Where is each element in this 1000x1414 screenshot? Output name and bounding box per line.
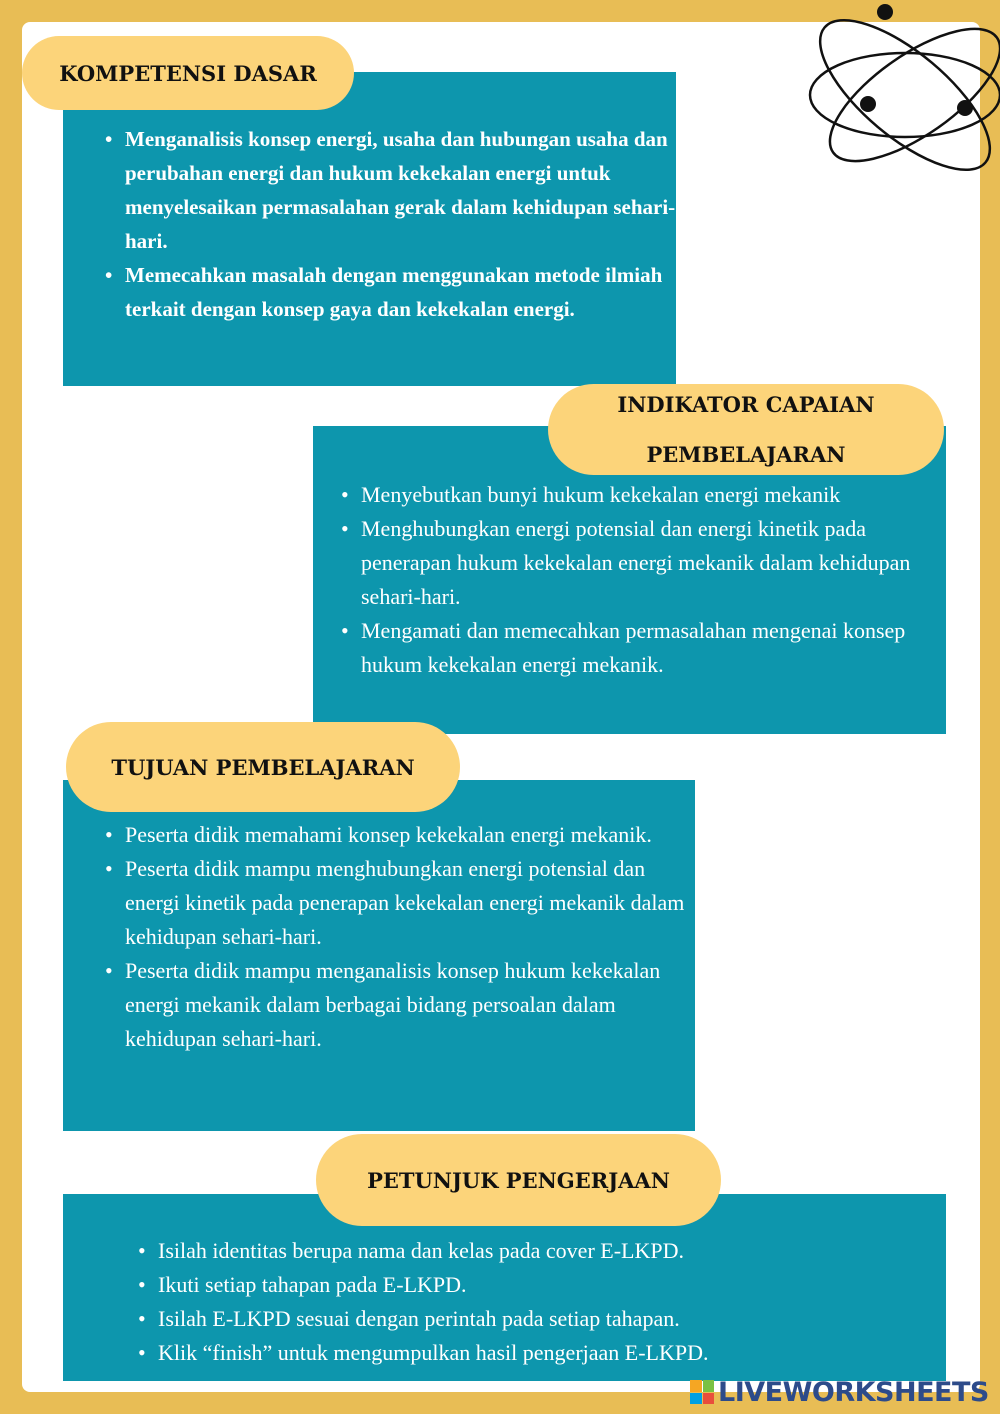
tujuan-list [63, 818, 695, 1056]
indikator-title-line1: INDIKATOR CAPAIAN [617, 391, 875, 417]
kompetensi-list [63, 122, 676, 326]
list-item: • Isilah identitas berupa nama dan kelas pada cover E-LKPD. [158, 1234, 946, 1268]
list-item: • Peserta didik mampu menganalisis konsep hukum kekekalan energi mekanik dalam berbagai bidang persoalan dalam kehidupan sehari-hari. [125, 954, 695, 1056]
list-item: • Menganalisis konsep energi, usaha dan hubungan usaha dan perubahan energi dan hukum kekekalan energi untuk menyelesaikan permasalahan gerak dalam kehidupan sehari-hari. [125, 122, 676, 258]
indikator-title [548, 384, 944, 475]
atom-icon [795, 0, 1000, 200]
list-item: • Peserta didik mampu menghubungkan energi potensial dan energi kinetik pada penerapan kekekalan energi mekanik dalam kehidupan sehari-hari. [125, 852, 695, 954]
petunjuk-list [63, 1234, 946, 1370]
kompetensi-box [63, 72, 676, 386]
list-item: • Peserta didik memahami konsep kekekalan energi mekanik. [125, 818, 695, 852]
tujuan-title: TUJUAN PEMBELAJARAN [66, 722, 460, 812]
list-item: • Klik “finish” untuk mengumpulkan hasil pengerjaan E-LKPD. [158, 1336, 946, 1370]
petunjuk-title: PETUNJUK PENGERJAAN [316, 1134, 721, 1226]
list-item: • Menghubungkan energi potensial dan energi kinetik pada penerapan hukum kekekalan energi mekanik dalam kehidupan sehari-hari. [361, 512, 946, 614]
list-item: • Isilah E-LKPD sesuai dengan perintah pada setiap tahapan. [158, 1302, 946, 1336]
indikator-title-line2: PEMBELAJARAN [646, 441, 846, 467]
list-item: • Memecahkan masalah dengan menggunakan metode ilmiah terkait dengan konsep gaya dan kekekalan energi. [125, 258, 676, 326]
list-item: • Menyebutkan bunyi hukum kekekalan energi mekanik [361, 478, 946, 512]
indikator-list [313, 478, 946, 682]
liveworksheets-logo-icon [690, 1380, 714, 1404]
kompetensi-title: KOMPETENSI DASAR [22, 36, 354, 110]
list-item: • Mengamati dan memecahkan permasalahan mengenai konsep hukum kekekalan energi mekanik. [361, 614, 946, 682]
tujuan-box [63, 780, 695, 1131]
liveworksheets-logo[interactable] [690, 1374, 989, 1410]
logo-text: LIVEWORKSHEETS [718, 1376, 989, 1408]
list-item: • Ikuti setiap tahapan pada E-LKPD. [158, 1268, 946, 1302]
